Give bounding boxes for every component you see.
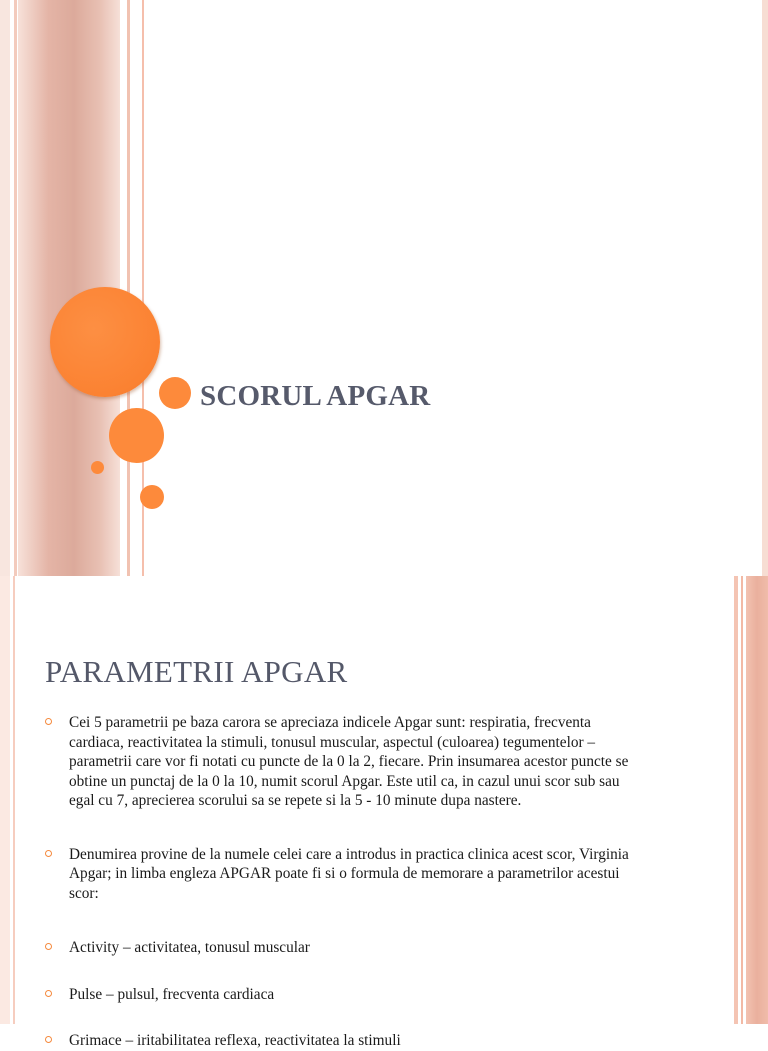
bullet-circle-icon	[45, 718, 52, 725]
decorative-circle	[109, 408, 164, 463]
bullet-text: Cei 5 parametrii pe baza carora se apreciaza indicele Apgar sunt: respiratia, frecventa cardiaca, reactivitatea la stimuli, tonusul muscular, aspectul (culoarea) tegumentelor – parametrii care vor fi notati cu puncte de la 0 la 2, fiecare. Prin insumarea acestor puncte se obtine un punctaj de la 0 la 10, numit scorul Apgar. Este util ca, in cazul unui scor sub sau egal cu 7, aprecierea scorului sa se repete si la 5 - 10 minute dupa nastere.	[69, 714, 629, 809]
list-item	[45, 985, 633, 1005]
decorative-circle	[140, 485, 164, 509]
bullet-text: Grimace – iritabilitatea reflexa, reactivitatea la stimuli	[69, 1032, 401, 1049]
list-item	[45, 1031, 633, 1051]
decorative-stripe	[741, 576, 743, 1024]
list-item	[45, 938, 633, 958]
right-edge-stripe	[762, 0, 768, 576]
decorative-stripe	[13, 576, 15, 1024]
left-edge-stripe	[0, 0, 10, 576]
bullet-circle-icon	[45, 1036, 52, 1043]
slide-title: PARAMETRII APGAR	[45, 654, 348, 689]
bullet-text: Pulse – pulsul, frecventa cardiaca	[69, 985, 275, 1003]
decorative-circle	[91, 461, 104, 474]
decorative-stripe	[14, 0, 17, 576]
bullet-text: Denumirea provine de la numele celei care a introdus in practica clinica acest scor, Virginia Apgar; in limba engleza APGAR poate fi si o formula de memorare a parametrilor acestui scor:	[69, 845, 629, 902]
bullet-circle-icon	[45, 850, 52, 857]
decorative-stripe	[734, 576, 738, 1024]
list-item	[45, 713, 633, 811]
bullet-circle-icon	[45, 990, 52, 997]
slide-title: SCORUL APGAR	[200, 380, 431, 412]
bullet-list	[45, 713, 633, 1051]
list-item	[45, 845, 633, 904]
decorative-circle-large	[50, 287, 160, 397]
bullet-text: Activity – activitatea, tonusul muscular	[69, 939, 310, 956]
decorative-band	[746, 576, 768, 1024]
content-slide	[0, 576, 768, 1049]
bullet-circle-icon	[45, 943, 52, 950]
left-edge-stripe	[0, 576, 10, 1024]
decorative-stripe	[127, 0, 130, 576]
decorative-circle	[159, 377, 191, 409]
